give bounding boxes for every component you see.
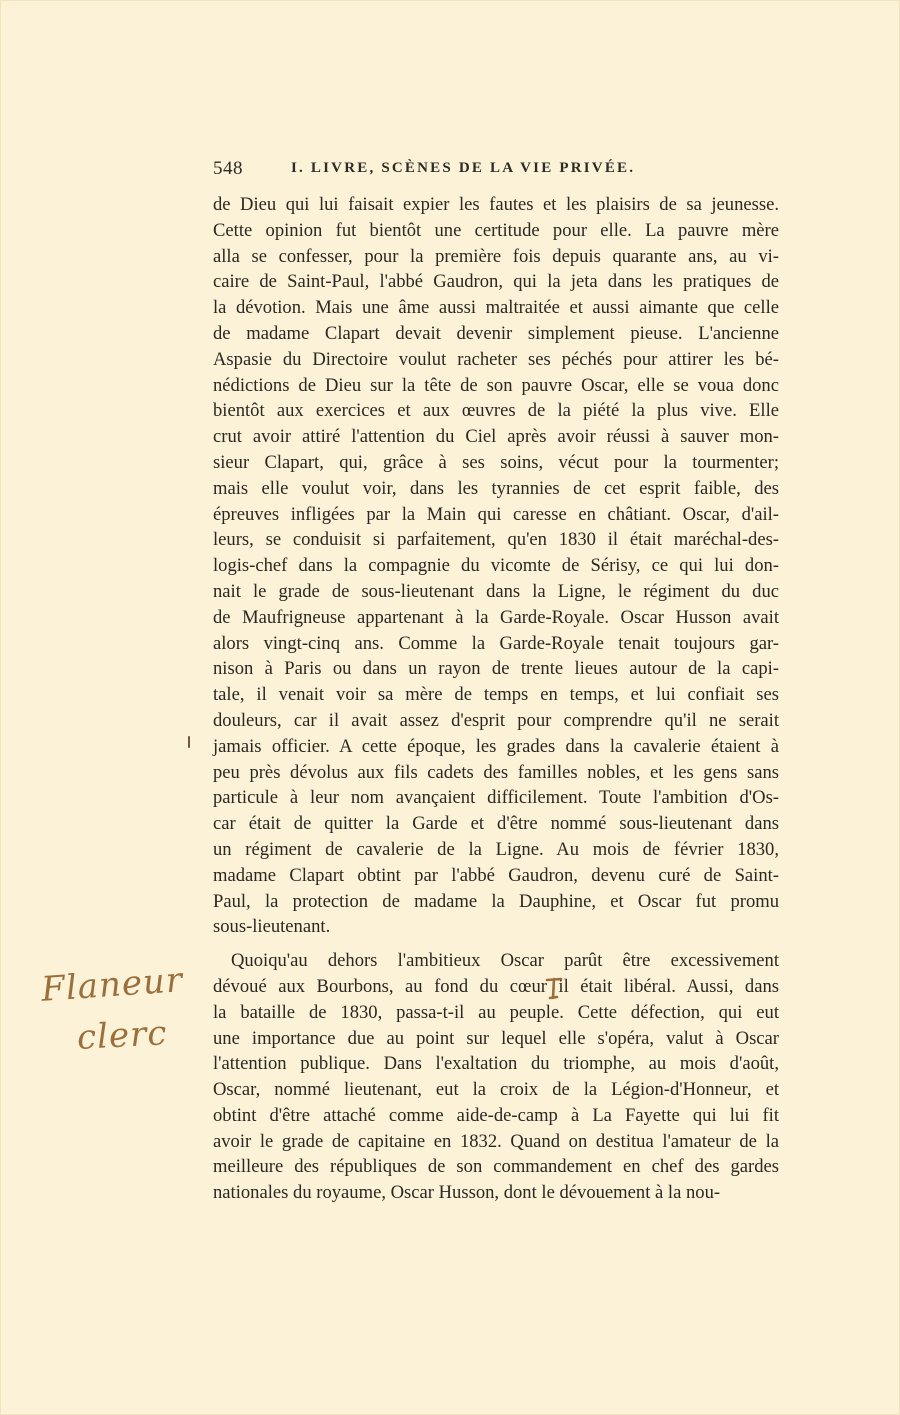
text-line: avoir le grade de capitaine en 1832. Quand on destitua l'amateur de la: [213, 1130, 779, 1152]
text-line: particule à leur nom avançaient difficilement. Toute l'ambition d'Os-: [213, 787, 779, 809]
text-line: dévoué aux Bourbons, au fond du cœur il était libéral. Aussi, dans: [213, 975, 779, 997]
text-line: nationales du royaume, Oscar Husson, dont le dévouement à la nou-: [213, 1182, 721, 1204]
text-line: alla se confesser, pour la première fois depuis quarante ans, au vi-: [213, 245, 779, 267]
page-header: [213, 158, 783, 186]
text-line: jamais officier. A cette époque, les grades dans la cavalerie étaient à: [213, 735, 779, 757]
text-line: bientôt aux exercices et aux œuvres de la piété la plus vive. Elle: [213, 400, 779, 422]
text-line: nédictions de Dieu sur la tête de son pauvre Oscar, elle se voua donc: [213, 374, 779, 396]
text-line: meilleure des républiques de son commandement en chef des gardes: [213, 1156, 779, 1178]
text-line: épreuves infligées par la Main qui caresse en châtiant. Oscar, d'ail-: [213, 503, 779, 525]
margin-tick-mark: [188, 736, 190, 748]
text-line: la dévotion. Mais une âme aussi maltraitée et aussi aimante que celle: [213, 297, 779, 319]
text-line: la bataille de 1830, passa-t-il au peuple. Cette défection, qui eut: [213, 1001, 779, 1023]
text-line: un régiment de cavalerie de la Ligne. Au mois de février 1830,: [213, 838, 779, 860]
text-line: l'attention publique. Dans l'exaltation du triomphe, au mois d'août,: [213, 1053, 779, 1075]
text-line: Quoiqu'au dehors l'ambitieux Oscar parût être excessivement: [231, 950, 779, 972]
text-line: logis-chef dans la compagnie du vicomte de Sérisy, ce qui lui don-: [213, 555, 779, 577]
body-text: [213, 192, 779, 1206]
handwritten-margin-note: [40, 960, 190, 1070]
text-line: nait le grade de sous-lieutenant dans la Ligne, le régiment du duc: [213, 580, 779, 602]
text-line: peu près dévolus aux fils cadets des familles nobles, et les gens sans: [213, 761, 779, 783]
text-line: douleurs, car il avait assez d'esprit pour comprendre qu'il ne serait: [213, 709, 779, 731]
handwritten-note-line-2: clerc: [76, 1013, 169, 1058]
text-line: de madame Clapart devait devenir simplement pieuse. L'ancienne: [213, 322, 779, 344]
paragraph-1: [213, 192, 779, 940]
text-line: obtint d'être attaché comme aide-de-camp à La Fayette qui lui fit: [213, 1104, 779, 1126]
text-line: leurs, se conduisit si parfaitement, qu'en 1830 il était maréchal-des-: [213, 529, 779, 551]
text-line: alors vingt-cinq ans. Comme la Garde-Royale tenait toujours gar-: [213, 632, 779, 654]
text-line: tale, il venait voir sa mère de temps en temps, et lui confiait ses: [213, 684, 779, 706]
text-line: madame Clapart obtint par l'abbé Gaudron, devenu curé de Saint-: [213, 864, 779, 886]
paragraph-2: [213, 948, 779, 1206]
running-head: I. LIVRE, SCÈNES DE LA VIE PRIVÉE.: [291, 160, 636, 176]
text-line: nison à Paris ou dans un rayon de trente lieues autour de la capi-: [213, 658, 779, 680]
text-line: car était de quitter la Garde et d'être nommé sous-lieutenant dans: [213, 813, 779, 835]
text-line: Cette opinion fut bientôt une certitude pour elle. La pauvre mère: [213, 219, 779, 241]
text-line: crut avoir attiré l'attention du Ciel après avoir réussi à sauver mon-: [213, 426, 779, 448]
ink-correction-mark: [544, 974, 564, 1000]
text-line: sous-lieutenant.: [213, 916, 331, 938]
text-line: de Dieu qui lui faisait expier les fautes et les plaisirs de sa jeunesse.: [213, 194, 779, 215]
page-number: 548: [213, 158, 243, 179]
text-line: de Maufrigneuse appartenant à la Garde-Royale. Oscar Husson avait: [213, 606, 779, 628]
text-line: Oscar, nommé lieutenant, eut la croix de la Légion-d'Honneur, et: [213, 1079, 779, 1101]
paragraph-spacer: [213, 940, 779, 948]
text-line: Aspasie du Directoire voulut racheter ses péchés pour attirer les bé-: [213, 348, 779, 370]
text-line: Paul, la protection de madame la Dauphine, et Oscar fut promu: [213, 890, 779, 912]
text-line: une importance due au point sur lequel elle s'opéra, valut à Oscar: [213, 1027, 779, 1049]
handwritten-note-line-1: Flaneur: [40, 960, 185, 1010]
text-line: sieur Clapart, qui, grâce à ses soins, vécut pour la tourmenter;: [213, 451, 779, 473]
text-line: mais elle voulut voir, dans les tyrannies de cet esprit faible, des: [213, 477, 779, 499]
text-line: caire de Saint-Paul, l'abbé Gaudron, qui la jeta dans les pratiques de: [213, 271, 779, 293]
